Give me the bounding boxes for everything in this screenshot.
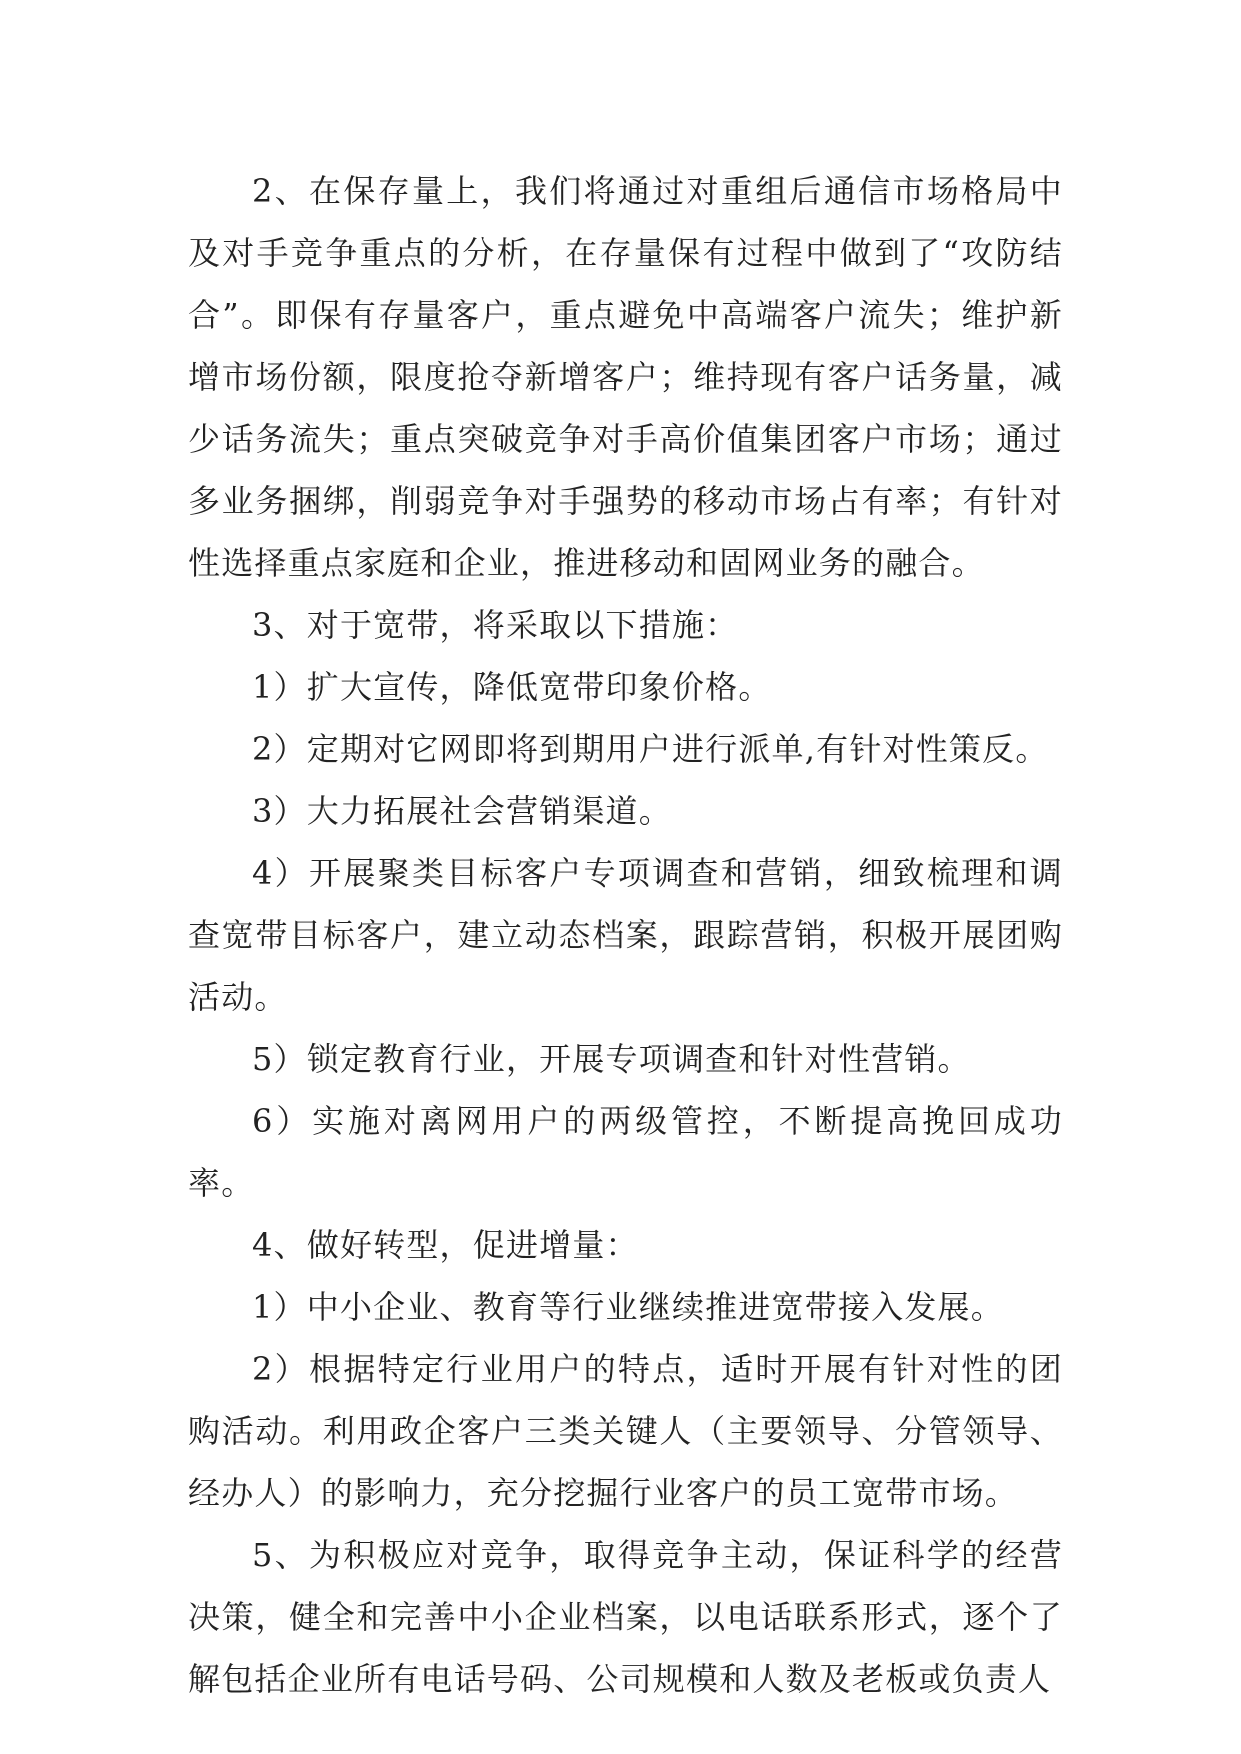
paragraph-broadband-item-1: 1）扩大宣传，降低宽带印象价格。 bbox=[252, 668, 772, 706]
paragraph-retention-strategy: 2、在保存量上，我们将通过对重组后通信市场格局中及对手竞争重点的分析，在存量保有过程中做到了“攻防结合”。即保有存量客户，重点避免中高端客户流失；维护新增市场份额，限度抢夺新增客户；维持现有客户话务量，减少话务流失；重点突破竞争对手高价值集团客户市场；通过多业务捆绑，削弱竞争对手强势的移动市场占有率；有针对性选择重点家庭和企业，推进移动和固网业务的融合。 bbox=[188, 172, 1063, 582]
paragraph-broadband-measures-heading: 3、对于宽带，将采取以下措施： bbox=[252, 606, 739, 644]
paragraph-broadband-item-6: 6）实施对离网用户的两级管控，不断提高挽回成功率。 bbox=[188, 1102, 1063, 1202]
paragraph-transformation-item-1: 1）中小企业、教育等行业继续推进宽带接入发展。 bbox=[252, 1288, 1004, 1326]
paragraph-competition-strategy: 5、为积极应对竞争，取得竞争主动，保证科学的经营决策，健全和完善中小企业档案，以电话联系形式，逐个了解包括企业所有电话号码、公司规模和人数及老板或负责人 bbox=[188, 1536, 1063, 1698]
paragraph-transformation-item-2: 2）根据特定行业用户的特点，适时开展有针对性的团购活动。利用政企客户三类关键人（主要领导、分管领导、经办人）的影响力，充分挖掘行业客户的员工宽带市场。 bbox=[188, 1350, 1063, 1512]
paragraph-broadband-item-3: 3）大力拓展社会营销渠道。 bbox=[252, 792, 672, 830]
document-body bbox=[188, 160, 1063, 1710]
paragraph-transformation-heading: 4、做好转型，促进增量： bbox=[252, 1226, 639, 1264]
paragraph-broadband-item-5: 5）锁定教育行业，开展专项调查和针对性营销。 bbox=[252, 1040, 971, 1078]
paragraph-broadband-item-4: 4）开展聚类目标客户专项调查和营销，细致梳理和调查宽带目标客户，建立动态档案，跟踪营销，积极开展团购活动。 bbox=[188, 854, 1063, 1016]
paragraph-broadband-item-2: 2）定期对它网即将到期用户进行派单,有针对性策反。 bbox=[252, 730, 1049, 768]
